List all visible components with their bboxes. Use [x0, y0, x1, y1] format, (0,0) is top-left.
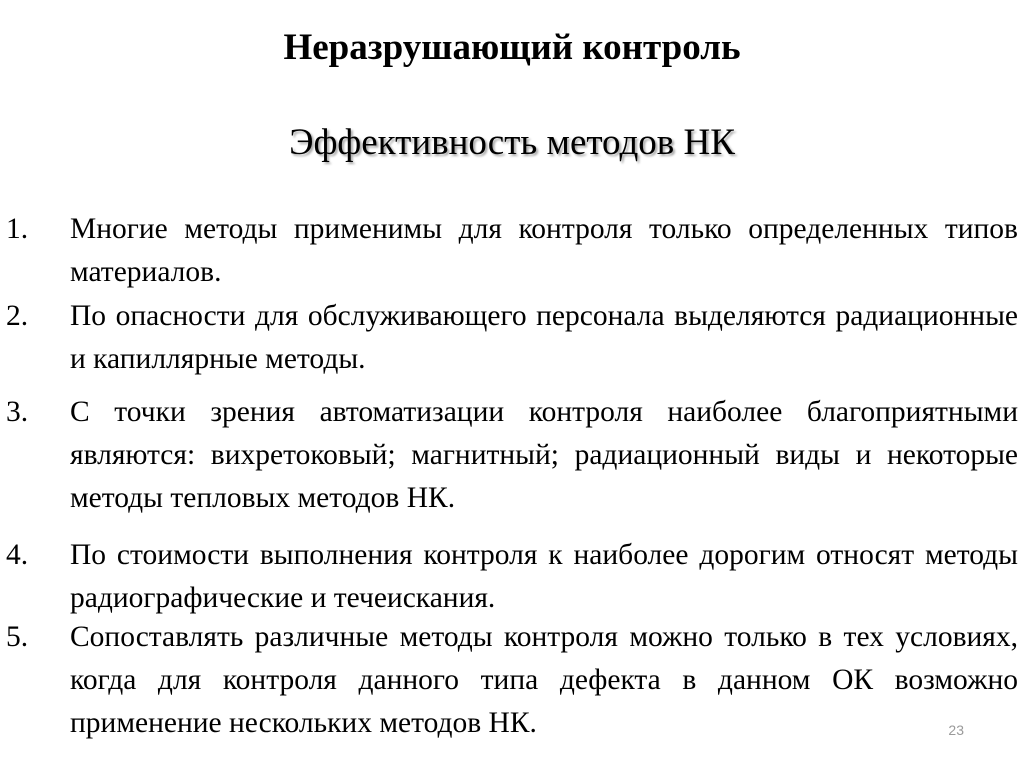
list-item	[6, 616, 1018, 745]
list-item-text: Сопоставлять различные методы контроля можно только в тех условиях, когда для контроля данного типа дефекта в данном ОК возможно применение нескольких методов НК.	[70, 621, 1018, 739]
list-item-text: Многие методы применимы для контроля только определенных типов материалов.	[70, 213, 1018, 288]
list-item-number: 1.	[6, 213, 29, 245]
slide-title: Неразрушающий контроль	[283, 27, 741, 68]
list-item-text: По стоимости выполнения контроля к наиболее дорогим относят методы радиографические и течеискания.	[70, 539, 1018, 614]
list-item	[6, 208, 1018, 294]
list-item-text: С точки зрения автоматизации контроля наиболее благоприятными являются: вихретоковый; магнитный; радиационный виды и некоторые методы тепловых методов НК.	[70, 396, 1018, 514]
list-item-number: 3.	[6, 396, 29, 428]
list-item-text: По опасности для обслуживающего персонала выделяются радиационные и капиллярные методы.	[70, 300, 1018, 375]
slide-subtitle: Эффективность методов НК	[289, 122, 735, 163]
list-item	[6, 391, 1018, 520]
list-item	[6, 534, 1018, 620]
list-item	[6, 295, 1018, 381]
list-item-number: 2.	[6, 300, 29, 332]
page-number: 23	[948, 722, 964, 738]
list-item-number: 4.	[6, 539, 29, 571]
list-item-number: 5.	[6, 621, 29, 653]
